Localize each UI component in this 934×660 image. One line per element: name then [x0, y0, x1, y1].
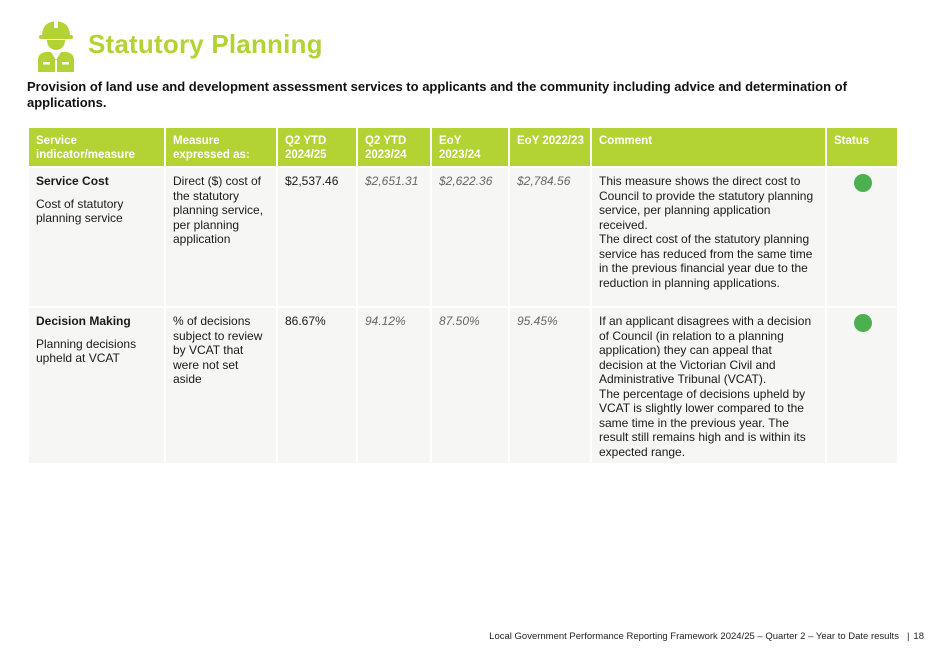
- column-header: Comment: [592, 128, 825, 166]
- column-header: Q2 YTD 2024/25: [278, 128, 356, 166]
- column-header: EoY 2022/23: [510, 128, 590, 166]
- column-header: Measure expressed as:: [166, 128, 276, 166]
- page-footer: [489, 631, 924, 642]
- indicator-description: Planning decisions upheld at VCAT: [36, 336, 137, 365]
- comment-cell: [592, 168, 825, 306]
- indicator-description: Cost of statutory planning service: [36, 196, 124, 225]
- page-header: [34, 16, 323, 72]
- indicator-title: Decision Making: [36, 314, 131, 328]
- eoy-2023-24-value: $2,622.36: [432, 168, 508, 306]
- measure-cell: % of decisions subject to review by VCAT that were not set aside: [166, 308, 276, 463]
- q2-2023-24-value: $2,651.31: [358, 168, 430, 306]
- status-cell: [827, 308, 897, 463]
- q2-2024-25-value: $2,537.46: [278, 168, 356, 306]
- eoy-2023-24-value: 87.50%: [432, 308, 508, 463]
- indicator-cell: [29, 168, 164, 306]
- table-header-row: [29, 128, 897, 166]
- eoy-2022-23-value: 95.45%: [510, 308, 590, 463]
- column-header: EoY 2023/24: [432, 128, 508, 166]
- indicator-cell: [29, 308, 164, 463]
- measure-cell: Direct ($) cost of the statutory planning service, per planning application: [166, 168, 276, 306]
- status-cell: [827, 168, 897, 306]
- construction-worker-icon: [34, 16, 78, 72]
- footer-separator: |: [906, 631, 910, 642]
- indicator-title: Service Cost: [36, 174, 109, 188]
- comment-paragraph: This measure shows the direct cost to Council to provide the statutory planning service, per planning application received.: [599, 174, 814, 232]
- column-header: Q2 YTD 2023/24: [358, 128, 430, 166]
- q2-2023-24-value: 94.12%: [358, 308, 430, 463]
- eoy-2022-23-value: $2,784.56: [510, 168, 590, 306]
- status-indicator-icon: [854, 314, 872, 332]
- service-indicator-table: [27, 126, 899, 465]
- comment-cell: [592, 308, 825, 463]
- comment-paragraph: The direct cost of the statutory planning service has reduced from the same time in the previous financial year due to the reduction in planning applications.: [599, 232, 813, 290]
- column-header: Service indicator/measure: [29, 128, 164, 166]
- page-number: 18: [913, 631, 924, 642]
- q2-2024-25-value: 86.67%: [278, 308, 356, 463]
- comment-paragraph: The percentage of decisions upheld by VCAT is slightly lower compared to the same time in the previous year. The result still remains high and is within its expected range.: [599, 386, 806, 459]
- comment-paragraph: If an applicant disagrees with a decision of Council (in relation to a planning application) they can appeal that decision at the Victorian Civil and Administrative Tribunal (VCAT).: [599, 314, 812, 386]
- table-row: [29, 308, 897, 463]
- footer-text: Local Government Performance Reporting Framework 2024/25 – Quarter 2 – Year to Date results: [489, 631, 899, 642]
- column-header: Status: [827, 128, 897, 166]
- page-title: Statutory Planning: [88, 28, 323, 59]
- status-indicator-icon: [854, 174, 872, 192]
- table-row: [29, 168, 897, 306]
- intro-text: Provision of land use and development assessment services to applicants and the community including advice and determination of applications.: [27, 79, 847, 110]
